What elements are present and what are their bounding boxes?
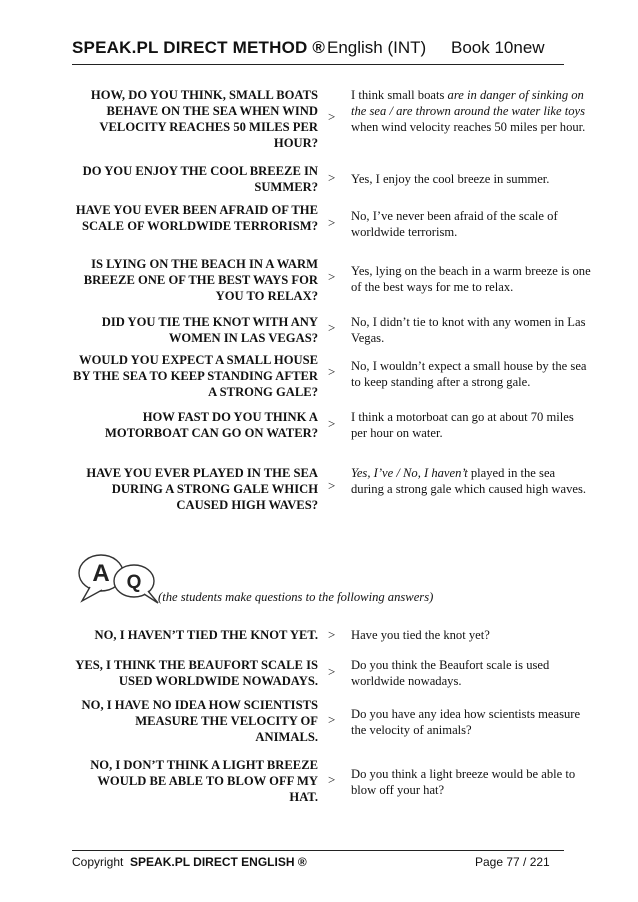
answer-segment: No, I didn’t tie to knot with any women in Las Vegas. bbox=[351, 315, 586, 345]
answer-text bbox=[351, 627, 591, 643]
answer-text bbox=[351, 314, 591, 346]
separator-arrow: > bbox=[328, 269, 336, 284]
answer-segment: No, I’ve never been afraid of the scale of worldwide terrorism. bbox=[351, 209, 558, 239]
a-q-speech-bubbles-icon bbox=[76, 551, 162, 605]
separator-arrow: > bbox=[328, 215, 336, 230]
answer-segment: Do you have any idea how scientists measure the velocity of animals? bbox=[351, 707, 581, 737]
answer-segment: Have you tied the knot yet? bbox=[351, 628, 490, 642]
answer-text bbox=[351, 208, 591, 240]
question-text: HOW, DO YOU THINK, SMALL BOATS BEHAVE ON THE SEA WHEN WIND VELOCITY REACHES 50 MILES PER HOUR? bbox=[90, 88, 318, 150]
question-text: YES, I THINK THE BEAUFORT SCALE IS USED WORLDWIDE NOWADAYS. bbox=[75, 658, 318, 688]
page-footer bbox=[72, 855, 564, 875]
question-text: NO, I HAVE NO IDEA HOW SCIENTISTS MEASURE THE VELOCITY OF ANIMALS. bbox=[81, 698, 318, 744]
separator-arrow: > bbox=[328, 478, 336, 493]
answer-text bbox=[351, 263, 591, 295]
icon-letter-a: A bbox=[92, 560, 110, 587]
footer-copyright bbox=[72, 855, 307, 869]
answer-text bbox=[351, 87, 591, 135]
answer-segment: when wind velocity reaches 50 miles per hour. bbox=[351, 120, 586, 134]
header-brand: SPEAK.PL DIRECT METHOD ® bbox=[72, 38, 326, 57]
copyright-label: Copyright bbox=[72, 855, 124, 869]
separator-arrow: > bbox=[328, 627, 336, 642]
question-text: DID YOU TIE THE KNOT WITH ANY WOMEN IN LAS VEGAS? bbox=[101, 315, 318, 345]
answer-text bbox=[351, 766, 591, 798]
header-level: English (INT) bbox=[327, 38, 427, 57]
copyright-brand: SPEAK.PL DIRECT ENGLISH ® bbox=[130, 855, 307, 869]
answer-segment: No, I wouldn’t expect a small house by the sea to keep standing after a strong gale. bbox=[351, 359, 587, 389]
answer-segment: Yes, lying on the beach in a warm breeze is one of the best ways for me to relax. bbox=[351, 264, 591, 294]
separator-arrow: > bbox=[328, 712, 336, 727]
question-text: WOULD YOU EXPECT A SMALL HOUSE BY THE SEA TO KEEP STANDING AFTER A STRONG GALE? bbox=[73, 353, 318, 399]
answer-segment: I think a motorboat can go at about 70 miles per hour on water. bbox=[351, 410, 574, 440]
separator-arrow: > bbox=[328, 772, 336, 787]
answer-segment: I think small boats bbox=[351, 88, 448, 102]
answer-text bbox=[351, 706, 591, 738]
separator-arrow: > bbox=[328, 664, 336, 679]
separator-arrow: > bbox=[328, 109, 336, 124]
icon-letter-q: Q bbox=[126, 572, 142, 593]
answer-italic-segment: are in danger of sinking on the sea / are thrown around the water like toys bbox=[351, 88, 586, 118]
answer-segment: Do you think a light breeze would be able to blow off your hat? bbox=[351, 767, 576, 797]
question-text: NO, I HAVEN’T TIED THE KNOT YET. bbox=[94, 628, 318, 642]
answer-segment: Yes, I enjoy the cool breeze in summer. bbox=[351, 172, 550, 186]
answer-italic-segment: Yes, I’ve / No, I haven’t bbox=[351, 466, 468, 480]
answer-text bbox=[351, 657, 591, 689]
question-text: DO YOU ENJOY THE COOL BREEZE IN SUMMER? bbox=[82, 164, 318, 194]
separator-arrow: > bbox=[328, 320, 336, 335]
answer-text bbox=[351, 409, 591, 441]
separator-arrow: > bbox=[328, 170, 336, 185]
answer-segment: Do you think the Beaufort scale is used worldwide nowadays. bbox=[351, 658, 550, 688]
question-text: HOW FAST DO YOU THINK A MOTORBOAT CAN GO ON WATER? bbox=[105, 410, 318, 440]
separator-arrow: > bbox=[328, 416, 336, 431]
header-divider bbox=[72, 64, 564, 65]
page-header bbox=[72, 36, 564, 66]
footer-divider bbox=[72, 850, 564, 851]
answer-text bbox=[351, 465, 591, 497]
header-book: Book 10new bbox=[451, 38, 545, 57]
answer-text bbox=[351, 171, 591, 187]
answer-segment: played in the sea during a strong gale which caused high waves. bbox=[351, 466, 587, 496]
page-number: Page 77 / 221 bbox=[475, 855, 550, 869]
question-text: NO, I DON’T THINK A LIGHT BREEZE WOULD BE ABLE TO BLOW OFF MY HAT. bbox=[90, 758, 318, 804]
answer-text bbox=[351, 358, 591, 390]
question-text: HAVE YOU EVER PLAYED IN THE SEA DURING A STRONG GALE WHICH CAUSED HIGH WAVES? bbox=[86, 466, 318, 512]
exercise-instruction: (the students make questions to the following answers) bbox=[158, 590, 434, 604]
separator-arrow: > bbox=[328, 364, 336, 379]
question-text: HAVE YOU EVER BEEN AFRAID OF THE SCALE OF WORLDWIDE TERRORISM? bbox=[75, 203, 318, 233]
question-text: IS LYING ON THE BEACH IN A WARM BREEZE ONE OF THE BEST WAYS FOR YOU TO RELAX? bbox=[83, 257, 318, 303]
